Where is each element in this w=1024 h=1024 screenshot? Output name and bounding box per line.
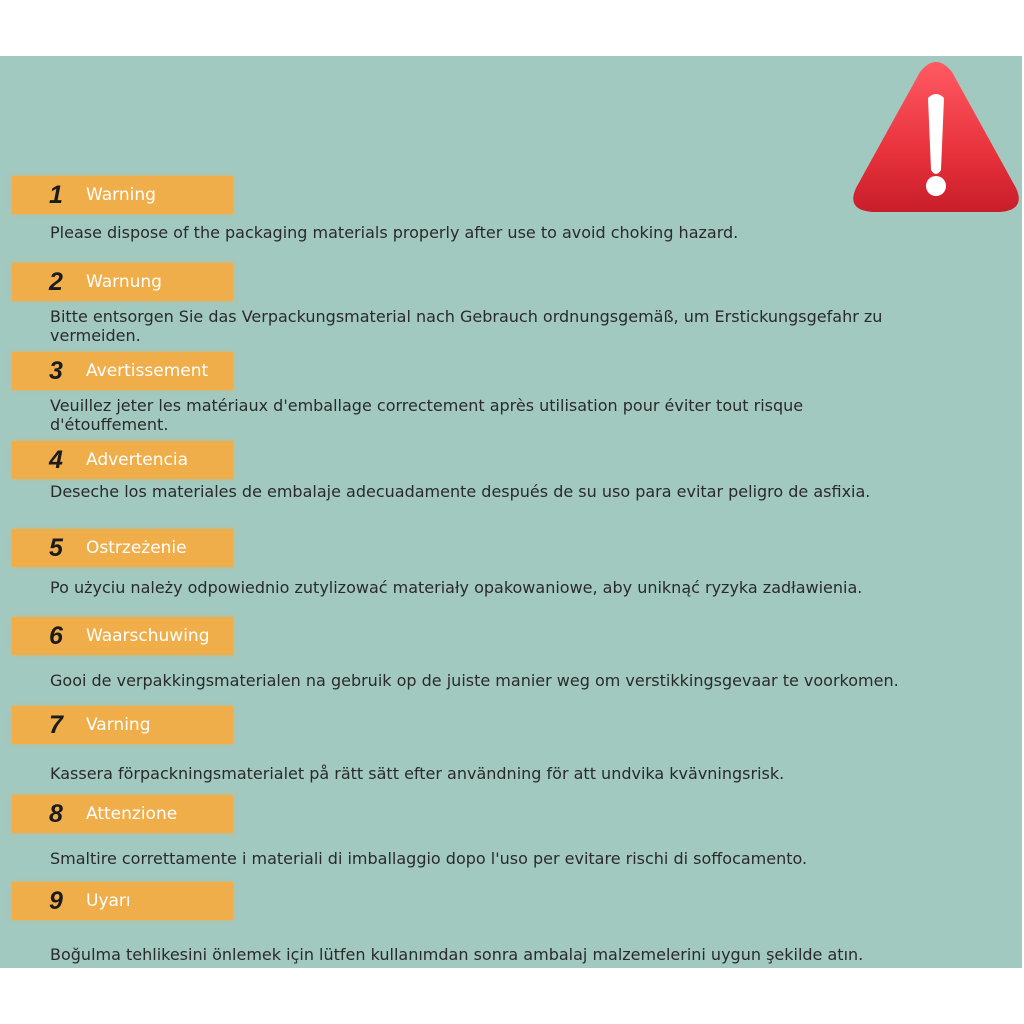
warning-text-5: Po użyciu należy odpowiednio zutylizować materiały opakowaniowe, aby uniknąć ryzyka zadławienia. [50, 578, 863, 597]
warning-text-2: Bitte entsorgen Sie das Verpackungsmaterial nach Gebrauch ordnungsgemäß, um Erstickungsgefahr zu vermeiden. [50, 307, 883, 345]
warning-title: Uyarı [86, 891, 131, 911]
warning-tag-7 [12, 706, 233, 744]
warning-text-3: Veuillez jeter les matériaux d'emballage correctement après utilisation pour éviter tout risque d'étouffement. [50, 396, 804, 434]
warning-title: Attenzione [86, 804, 178, 824]
warning-text-8: Smaltire correttamente i materiali di imballaggio dopo l'uso per evitare rischi di soffocamento. [50, 849, 808, 868]
warning-number: 5 [49, 534, 63, 562]
warning-text-7: Kassera förpackningsmaterialet på rätt sätt efter användning för att undvika kvävningsrisk. [50, 764, 785, 783]
warning-number: 3 [49, 357, 63, 385]
warning-triangle-icon [850, 58, 1022, 216]
warning-tag-5 [12, 529, 233, 567]
warning-number: 1 [49, 181, 63, 209]
warning-text-6: Gooi de verpakkingsmaterialen na gebruik op de juiste manier weg om verstikkingsgevaar te voorkomen. [50, 671, 899, 690]
warning-text-4: Deseche los materiales de embalaje adecuadamente después de su uso para evitar peligro de asfixia. [50, 482, 871, 501]
warning-number: 4 [49, 446, 63, 474]
warning-number: 9 [49, 887, 63, 915]
warning-text-9: Boğulma tehlikesini önlemek için lütfen kullanımdan sonra ambalaj malzemelerini uygun şekilde atın. [50, 945, 864, 964]
warning-tag-2 [12, 263, 233, 301]
warning-title: Varning [86, 715, 151, 735]
warning-title: Advertencia [86, 450, 189, 470]
warning-number: 8 [49, 800, 63, 828]
warning-title: Warning [86, 185, 156, 205]
warning-title: Warnung [86, 272, 162, 292]
warning-title: Ostrzeżenie [86, 538, 187, 558]
warning-tag-1 [12, 176, 233, 214]
warning-tag-9 [12, 882, 233, 920]
warning-tag-4 [12, 441, 233, 479]
warning-number: 7 [49, 711, 63, 739]
warning-tag-6 [12, 617, 233, 655]
warning-title: Avertissement [86, 361, 209, 381]
warning-tag-3 [12, 352, 233, 390]
warning-title: Waarschuwing [86, 626, 210, 646]
warning-number: 6 [49, 622, 63, 650]
warning-number: 2 [49, 268, 63, 296]
warning-tag-8 [12, 795, 233, 833]
warning-text-1: Please dispose of the packaging materials properly after use to avoid choking hazard. [50, 223, 739, 242]
